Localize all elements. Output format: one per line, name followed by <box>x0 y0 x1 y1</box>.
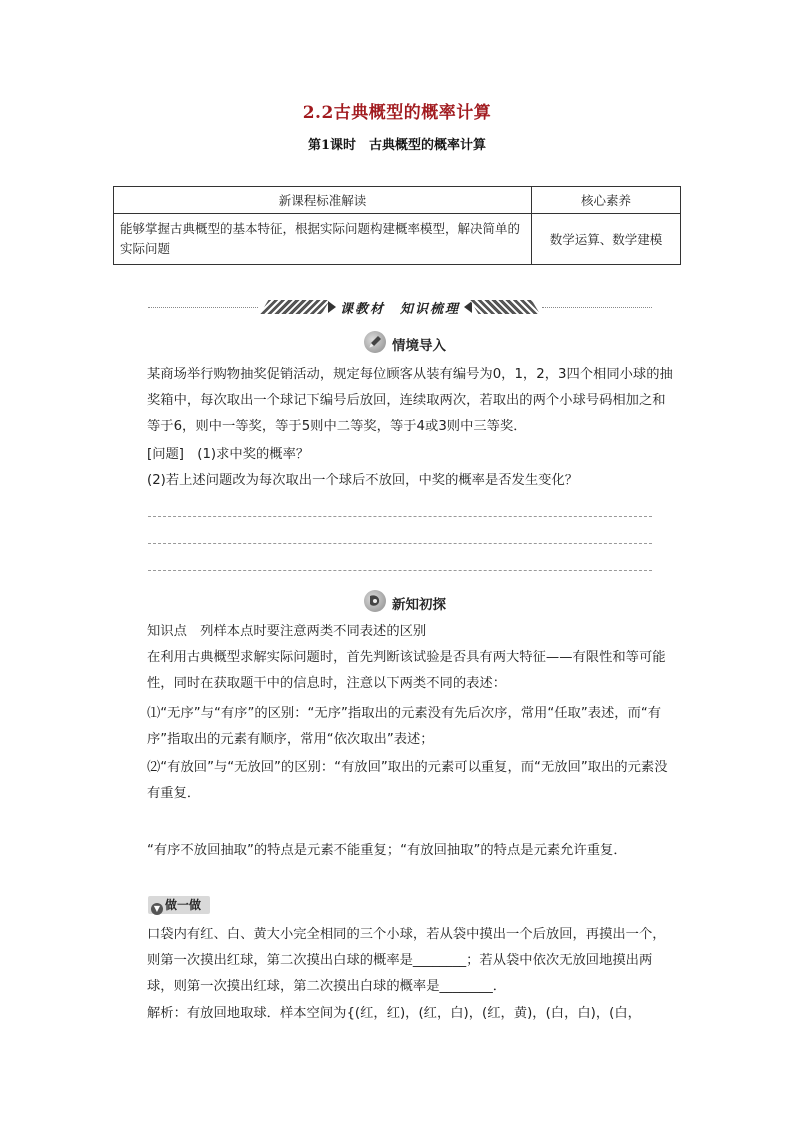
practice-solution <box>120 1001 678 1027</box>
banner-divider-right <box>542 307 652 308</box>
tip-note-text: “有序不放回抽取”的特点是元素不能重复；“有放回抽取”的特点是元素允许重复． <box>147 843 627 858</box>
section-heading-label: 新知初探 <box>392 597 446 613</box>
question-1-text: [问题] (1)求中奖的概率？ <box>147 447 310 462</box>
banner-title: 课教材 知识梳理 <box>339 302 460 317</box>
practice-solution-text: 解析：有放回地取球．样本空间为{(红，红)，(红，白)，(红，黄)，(白，白)，(白， <box>147 1006 641 1021</box>
explore-icon <box>364 590 386 612</box>
lesson-subtitle: 第1课时 古典概型的概率计算 <box>307 138 487 153</box>
arrow-left-icon <box>464 301 472 313</box>
knowledge-paragraph-2 <box>120 701 678 753</box>
knowledge-text-3: ⑵“有放回”与“无放回”的区别：“有放回”取出的元素可以重复，而“无放回”取出的元素没有重复． <box>147 760 668 801</box>
standards-header: 新课程标准解读 <box>114 187 532 214</box>
knowledge-text-1: 在利用古典概型求解实际问题时，首先判断该试验是否具有两大特征——有限性和等可能性，同时在获取题干中的信息时，注意以下两类不同的表述： <box>147 650 666 691</box>
answer-line-1 <box>148 516 652 517</box>
scenario-text: 某商场举行购物抽奖促销活动，规定每位顾客从装有编号为0，1，2，3四个相同小球的抽奖箱中，每次取出一个球记下编号后放回，连续取两次，若取出的两个小球号码相加之和等于6，则中一等奖，等于5则中二等奖，等于4或3则中三等奖． <box>147 367 673 434</box>
knowledge-point <box>120 619 678 645</box>
core-literacy-body: 数学运算、数学建模 <box>532 214 681 265</box>
banner-ribbon-right <box>470 300 540 314</box>
section-heading-new-knowledge <box>364 590 484 614</box>
knowledge-paragraph-3 <box>120 755 678 807</box>
section-banner <box>148 298 652 318</box>
answer-line-2 <box>148 543 652 544</box>
knowledge-paragraph-1 <box>120 645 678 697</box>
standards-table <box>113 186 681 265</box>
core-literacy-header: 核心素养 <box>532 187 681 214</box>
knowledge-text-2: ⑴“无序”与“有序”的区别：“无序”指取出的元素没有先后次序，常用“任取”表述，而“有序”指取出的元素有顺序，常用“依次取出”表述； <box>147 706 662 747</box>
practice-problem <box>120 922 678 1000</box>
answer-line-3 <box>148 570 652 571</box>
chevron-down-icon: ▼ <box>151 903 163 915</box>
practice-problem-text: 口袋内有红、白、黄大小完全相同的三个小球，若从袋中摸出一个后放回，再摸出一个，则第一次摸出红球，第二次摸出白球的概率是________；若从袋中依次无放回地摸出两球，则第一次摸出红球，第二次摸出白球的概率是________． <box>147 927 666 994</box>
question-2 <box>120 468 678 494</box>
knowledge-point-text: 知识点 列样本点时要注意两类不同表述的区别 <box>147 624 427 639</box>
question-2-text: (2)若上述问题改为每次取出一个球后不放回，中奖的概率是否发生变化？ <box>147 473 579 488</box>
pen-icon <box>364 331 386 353</box>
section-heading-scenario <box>364 331 484 355</box>
question-1 <box>120 442 678 468</box>
section-heading-label: 情境导入 <box>392 338 446 354</box>
standards-body: 能够掌握古典概型的基本特征，根据实际问题构建概率模型，解决简单的实际问题 <box>114 214 532 265</box>
scenario-paragraph <box>120 362 678 440</box>
practice-tag <box>148 896 210 914</box>
page-title: 2.2古典概型的概率计算 <box>302 103 492 123</box>
practice-tag-label: 做一做 <box>165 898 202 912</box>
tip-note <box>120 838 678 864</box>
